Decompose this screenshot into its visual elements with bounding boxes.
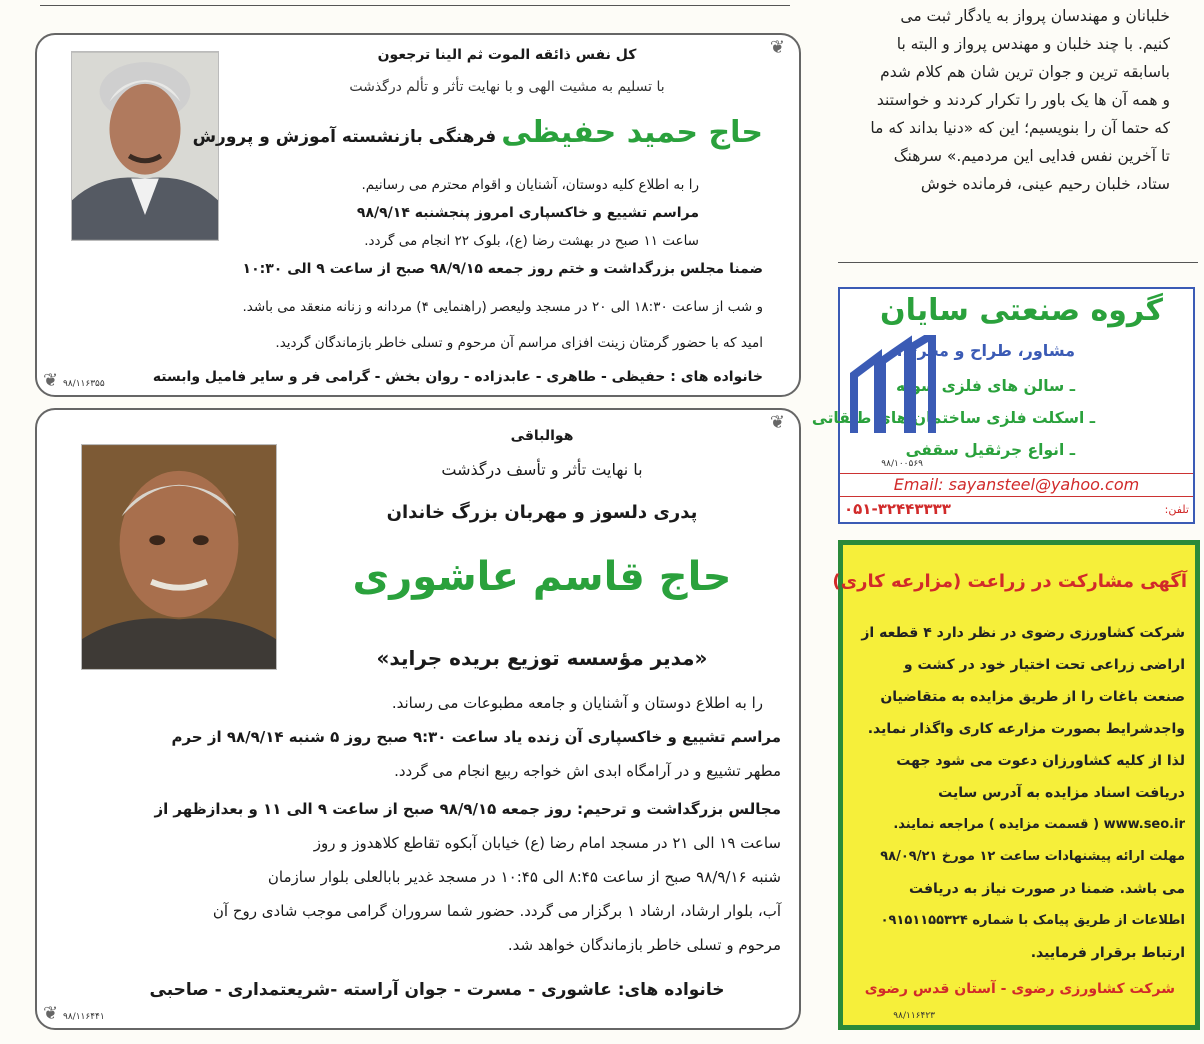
article-line: کنیم. با چند خلبان و مهندس پرواز و البته با bbox=[896, 35, 1170, 53]
ad-line: مهلت ارائه پیشنهادات ساعت ۱۲ مورخ ۹۸/۰۹/۲۱ bbox=[880, 849, 1185, 864]
ad-subtitle: مشاور، طراح و مجری: bbox=[896, 341, 1075, 360]
article-text bbox=[800, 0, 1170, 245]
families-line: خانواده های : حفیظی - طاهری - عابدزاده - روان بخش - گرامی فر و سایر فامیل وابسته bbox=[152, 369, 763, 385]
building-logo-icon bbox=[848, 335, 936, 435]
address-line: آب، بلوار ارشاد، ارشاد ۱ برگزار می گردد. حضور شما سروران گرامی موجب شادی روح آن bbox=[212, 902, 781, 920]
memorial-line: ضمنا مجلس بزرگداشت و ختم روز جمعه ۹۸/۹/۱۵ صبح از ساعت ۹ الی ۱۰:۳۰ bbox=[242, 261, 763, 277]
funeral-time-line: ساعت ۱۱ صبح در بهشت رضا (ع)، بلوک ۲۲ انجام می گردد. bbox=[364, 233, 699, 249]
notice-line: را به اطلاع کلیه دوستان، آشنایان و اقوام محترم می رسانیم. bbox=[361, 177, 699, 193]
ornament-icon: ❦ bbox=[43, 1003, 59, 1024]
article-line: ستاد، خلبان رحیم عینی، فرمانده خوش bbox=[920, 175, 1170, 193]
ornament-icon: ❦ bbox=[43, 370, 59, 391]
ad-code: ۹۸/۱۰۰۵۶۹ bbox=[881, 459, 923, 469]
ad-item: ـ انواع جرثقیل سقفی bbox=[905, 441, 1075, 459]
ad-line: لذا از کلیه کشاورزان دعوت می شود جهت bbox=[896, 753, 1185, 769]
deceased-title: فرهنگی بازنشسته آموزش و پرورش bbox=[192, 127, 497, 147]
memorial-second-line: شنبه ۹۸/۹/۱۶ صبح از ساعت ۸:۴۵ الی ۱۰:۴۵ در مسجد غدیر بابالعلی بلوار سازمان bbox=[267, 868, 781, 886]
farming-partnership-ad bbox=[832, 540, 1200, 1030]
column-rule-top bbox=[40, 5, 790, 6]
ad-line: شرکت کشاورزی رضوی در نظر دارد ۴ قطعه از bbox=[861, 625, 1185, 641]
ad-footer: شرکت کشاورزی رضوی - آستان قدس رضوی bbox=[864, 981, 1175, 997]
article-line: خلبانان و مهندسان پرواز به یادگار ثبت می bbox=[900, 7, 1170, 25]
evening-line: و شب از ساعت ۱۸:۳۰ الی ۲۰ در مسجد ولیعصر (راهنمایی ۴) مردانه و زنانه منعقد می باشد. bbox=[242, 299, 763, 315]
ad-item: ـ سالن های فلزی سوله bbox=[896, 377, 1075, 395]
phone-number[interactable]: ۰۵۱-۳۲۴۴۳۳۳۳ bbox=[844, 500, 951, 518]
article-line: که حتما آن را بنویسیم؛ این که «دنیا بداند که ما bbox=[870, 119, 1170, 137]
intro-line: با نهایت تأثر و تأسف درگذشت bbox=[441, 460, 643, 479]
ad-line: دریافت اسناد مزایده به آدرس سایت bbox=[938, 785, 1185, 801]
ad-item: ـ اسکلت فلزی ساختمان های طبقاتی bbox=[811, 409, 1095, 427]
header: هوالباقی bbox=[510, 428, 574, 444]
ad-title: گروه صنعتی سایان bbox=[879, 293, 1163, 328]
article-line: باسابقه ترین و جوان ترین شان هم کلام شدم bbox=[880, 63, 1170, 81]
article-line: و همه آن ها یک باور را تکرار کردند و خواستند bbox=[876, 91, 1170, 109]
notice-line: را به اطلاع دوستان و آشنایان و جامعه مطبوعات می رساند. bbox=[391, 694, 763, 712]
deceased-name: حاج قاسم عاشوری bbox=[352, 554, 732, 600]
ad-line: اطلاعات از طریق پیامک با شماره ۰۹۱۵۱۱۵۵۳۲۴ bbox=[880, 913, 1185, 928]
closing-line: امید که با حضور گرمتان زینت افزای مراسم آن مرحوم و تسلی خاطر بازماندگان گردید. bbox=[275, 335, 763, 351]
phone-label: تلفن: bbox=[1164, 503, 1189, 516]
closing-line: مرحوم و تسلی خاطر بازماندگان خواهد شد. bbox=[507, 936, 781, 954]
ornament-icon: ❦ bbox=[769, 412, 785, 433]
ad-code: ۹۸/۱۱۶۳۵۵ bbox=[63, 379, 105, 389]
funeral-line: مراسم تشییع و خاکسپاری امروز پنجشنبه ۹۸/۹/۱۴ bbox=[356, 205, 699, 221]
ad-line: ارتباط برقرار فرمایید. bbox=[1030, 945, 1185, 961]
column-rule-right bbox=[838, 262, 1198, 263]
ad-title: آگهی مشارکت در زراعت (مزارعه کاری) bbox=[832, 571, 1187, 592]
ad-code: ۹۸/۱۱۶۴۲۳ bbox=[893, 1011, 935, 1021]
portrait-photo bbox=[81, 444, 277, 670]
deceased-name: حاج حمید حفیظی bbox=[501, 115, 763, 150]
ad-line: واجدشرایط بصورت مزارعه کاری واگذار نماید. bbox=[867, 721, 1185, 737]
email-line[interactable]: Email: sayansteel@yahoo.com bbox=[840, 473, 1193, 497]
ornament-icon: ❦ bbox=[769, 37, 785, 58]
subtitle-line: پدری دلسوز و مهربان بزرگ خاندان bbox=[386, 502, 698, 523]
obituary-hafizi bbox=[35, 33, 801, 397]
ad-line: صنعت باغات را از طریق مزایده به متقاضیان bbox=[880, 689, 1185, 705]
sayan-ad bbox=[811, 287, 1195, 524]
memorial-line: مجالس بزرگداشت و ترحیم: روز جمعه ۹۸/۹/۱۵ صبح از ساعت ۹ الی ۱۱ و بعدازظهر از bbox=[154, 800, 781, 818]
families-line: خانواده های: عاشوری - مسرت - جوان آراسته -شریعتمداری - صاحبی bbox=[149, 980, 725, 1000]
role-line: «مدیر مؤسسه توزیع بریده جراید» bbox=[376, 646, 708, 670]
ad-line: اراضی زراعی تحت اختیار خود در کشت و bbox=[903, 657, 1185, 673]
ad-line: www.seo.ir ( قسمت مزایده ) مراجعه نمایند. bbox=[893, 817, 1185, 832]
ad-line: می باشد. ضمنا در صورت نیاز به دریافت bbox=[909, 881, 1185, 897]
funeral-line: مراسم تشییع و خاکسپاری آن زنده یاد ساعت ۹:۳۰ صبح روز ۵ شنبه ۹۸/۹/۱۴ از حرم bbox=[171, 728, 781, 746]
intro-line: با تسلیم به مشیت الهی و با نهایت تأثر و تألم درگذشت bbox=[349, 79, 665, 95]
verse: کل نفس ذائقه الموت ثم الینا ترجعون bbox=[377, 47, 637, 63]
funeral-place-line: مطهر تشییع و در آرامگاه ابدی اش خواجه ربیع انجام می گردد. bbox=[394, 762, 781, 780]
ad-code: ۹۸/۱۱۶۴۴۱ bbox=[63, 1012, 105, 1022]
obituary-ashouri bbox=[35, 408, 801, 1030]
memorial-place-line: ساعت ۱۹ الی ۲۱ در مسجد امام رضا (ع) خیابان آبکوه تقاطع کلاهدوز و روز bbox=[313, 834, 781, 852]
portrait-image bbox=[82, 445, 276, 669]
phone-line bbox=[840, 497, 1193, 523]
article-line: تا آخرین نفس فدایی این مردمیم.» سرهنگ bbox=[893, 147, 1170, 165]
deceased-name-line bbox=[193, 115, 763, 150]
